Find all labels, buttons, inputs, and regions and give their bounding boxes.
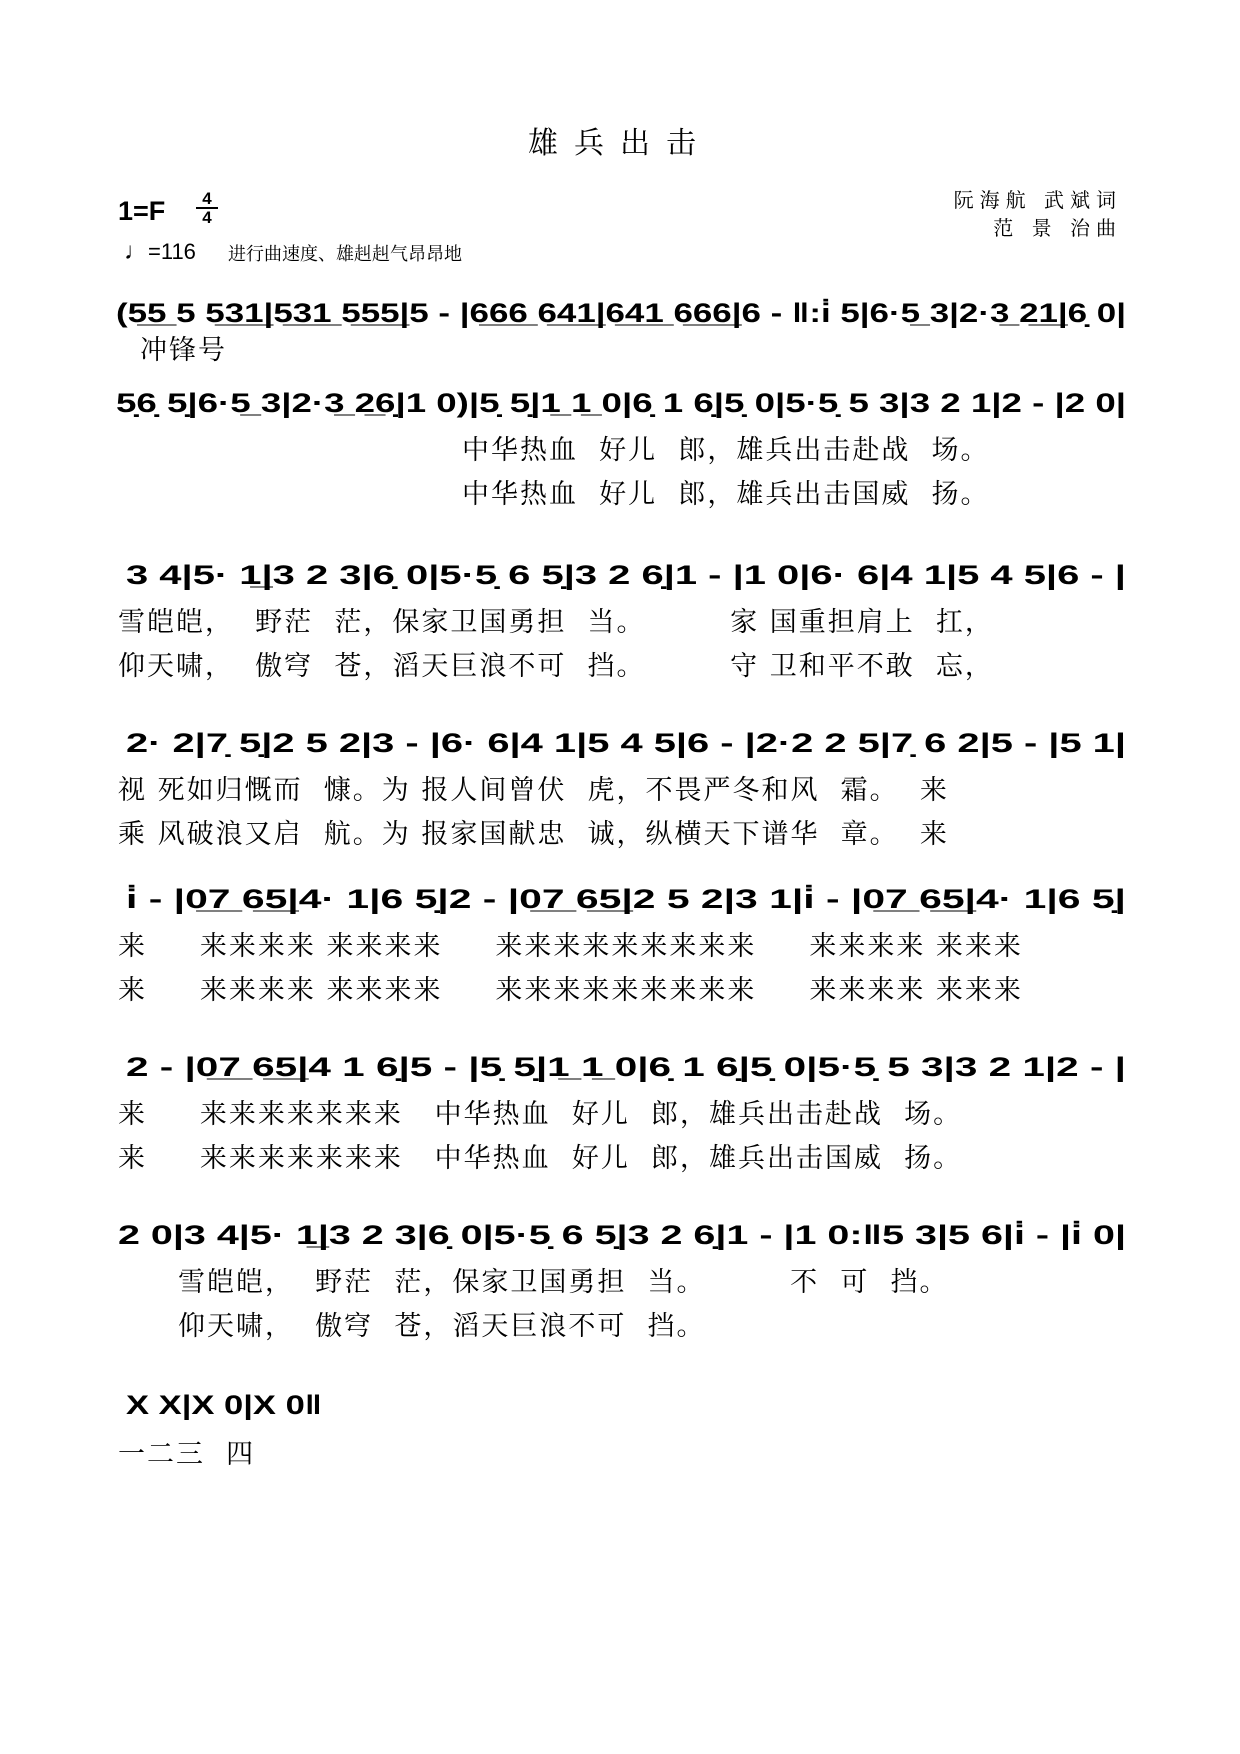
lyric-line: 来 来来来来来来来 中华热血 好儿 郎，雄兵出击国威 扬。 [118, 1143, 963, 1174]
lyric-line: 来 来来来来来来来 中华热血 好儿 郎，雄兵出击赴战 场。 [118, 1099, 963, 1130]
notation-text: i̇ - |0̲7̲ 6̲5̲|4· 1|6 5̣|2 - |0̲7̲ 6̲5̲|2 5 2|3 1|i̇ - |0̲7̲ 6̲5̲|4· 1|6 5̣| [126, 884, 1126, 914]
lyric-line: 仰天啸， 傲穹 苍，滔天巨浪不可 挡。 [178, 1311, 706, 1342]
intro-label: 冲锋号 [140, 335, 227, 366]
lyric-line: 雪皑皑， 野茫 茫，保家卫国勇担 当。 家 国重担肩上 扛， [118, 607, 994, 638]
lyric-line: 视 死如归慨而 慷。为 报人间曾伏 虎，不畏严冬和风 霜。 来 [118, 775, 949, 806]
notation-row-7 [0, 1212, 1240, 1256]
notation-row-2 [0, 380, 1240, 424]
notation-row-3 [0, 552, 1240, 596]
notation-text: 5̣6̣ 5̣|6·5̲ 3|2·3̲ 2̲6̣|1 0)|5̣ 5̣|1̲ 1̲ 0|6̣ 1 6̣|5̣ 0|5·5̣ 5 3|3 2 1|2 - |2 0| [116, 388, 1126, 418]
time-signature [196, 190, 218, 226]
lyric-line: 来 来来来来 来来来来 来来来来来来来来来 来来来来 来来来 [118, 975, 1023, 1006]
lyric-line: 来 来来来来 来来来来 来来来来来来来来来 来来来来 来来来 [118, 931, 1023, 962]
notation-text: 2 0|3 4|5· 1̲|3 2 3|6̣ 0|5·5̣ 6 5̣|3 2 6̣|1 - |1 0:‖5 3|5 6|i̇ - |i̇ 0| [118, 1220, 1126, 1250]
notation-text: (5̲5̲ 5 5̲3̲1̲|5̲3̲1̲ 5̲5̲5̲|5 - |6̲6̲6̲ 6̲4̲1̲|6̲4̲1̲ 6̲6̲6̲|6 - ‖:i̇ 5|6·5̲ 3|2·3̲ 2̲1̲|6̣ 0| [116, 298, 1126, 328]
notation-row-5 [0, 876, 1240, 920]
tempo-value: =116 [148, 239, 196, 264]
notation-row-8 [0, 1382, 1240, 1426]
notation-text: X X|X 0|X 0‖ [126, 1390, 322, 1420]
notation-text: 3 4|5· 1̲|3 2 3|6̣ 0|5·5̣ 6 5̣|3 2 6̣|1 - |1 0|6· 6|4 1|5 4 5|6 - | [126, 560, 1126, 590]
key-signature: 1=F [118, 196, 166, 226]
quarter-note-icon: ♩ [124, 238, 148, 265]
time-signature-top: 4 [202, 189, 212, 208]
notation-text: 2 - |0̲7̲ 6̲5̲|4 1 6̣|5 - |5̣ 5̣|1̲ 1̲ 0|6̣ 1 6̣|5̣ 0|5·5̣ 5 3|3 2 1|2 - | [126, 1052, 1126, 1082]
time-signature-bottom: 4 [202, 208, 212, 227]
lyric-line: 乘 风破浪又启 航。为 报家国献忠 诚，纵横天下谱华 章。 来 [118, 819, 949, 850]
tempo-marking [124, 238, 196, 266]
tempo-description: 进行曲速度、雄赳赳气昂昂地 [228, 244, 462, 265]
credits [954, 186, 1122, 242]
lyric-line: 雪皑皑， 野茫 茫，保家卫国勇担 当。 不 可 挡。 [178, 1267, 949, 1298]
notation-row-6 [0, 1044, 1240, 1088]
composer-credit: 范 景 治曲 [993, 216, 1122, 240]
notation-row-4 [0, 720, 1240, 764]
lyric-line: 一二三 四 [118, 1439, 256, 1470]
lyric-line: 中华热血 好儿 郎，雄兵出击国威 扬。 [462, 479, 990, 510]
lyricist-credit: 阮海航 武斌词 [953, 188, 1122, 212]
lyric-line: 仰天啸， 傲穹 苍，滔天巨浪不可 挡。 守 卫和平不敢 忘， [118, 651, 994, 682]
notation-text: 2· 2|7̣ 5̣|2 5 2|3 - |6· 6|4 1|5 4 5|6 - |2·2 2 5|7̣ 6 2|5 - |5 1| [126, 728, 1126, 758]
song-title: 雄兵出击 [528, 126, 712, 161]
lyric-line: 中华热血 好儿 郎，雄兵出击赴战 场。 [462, 435, 990, 466]
